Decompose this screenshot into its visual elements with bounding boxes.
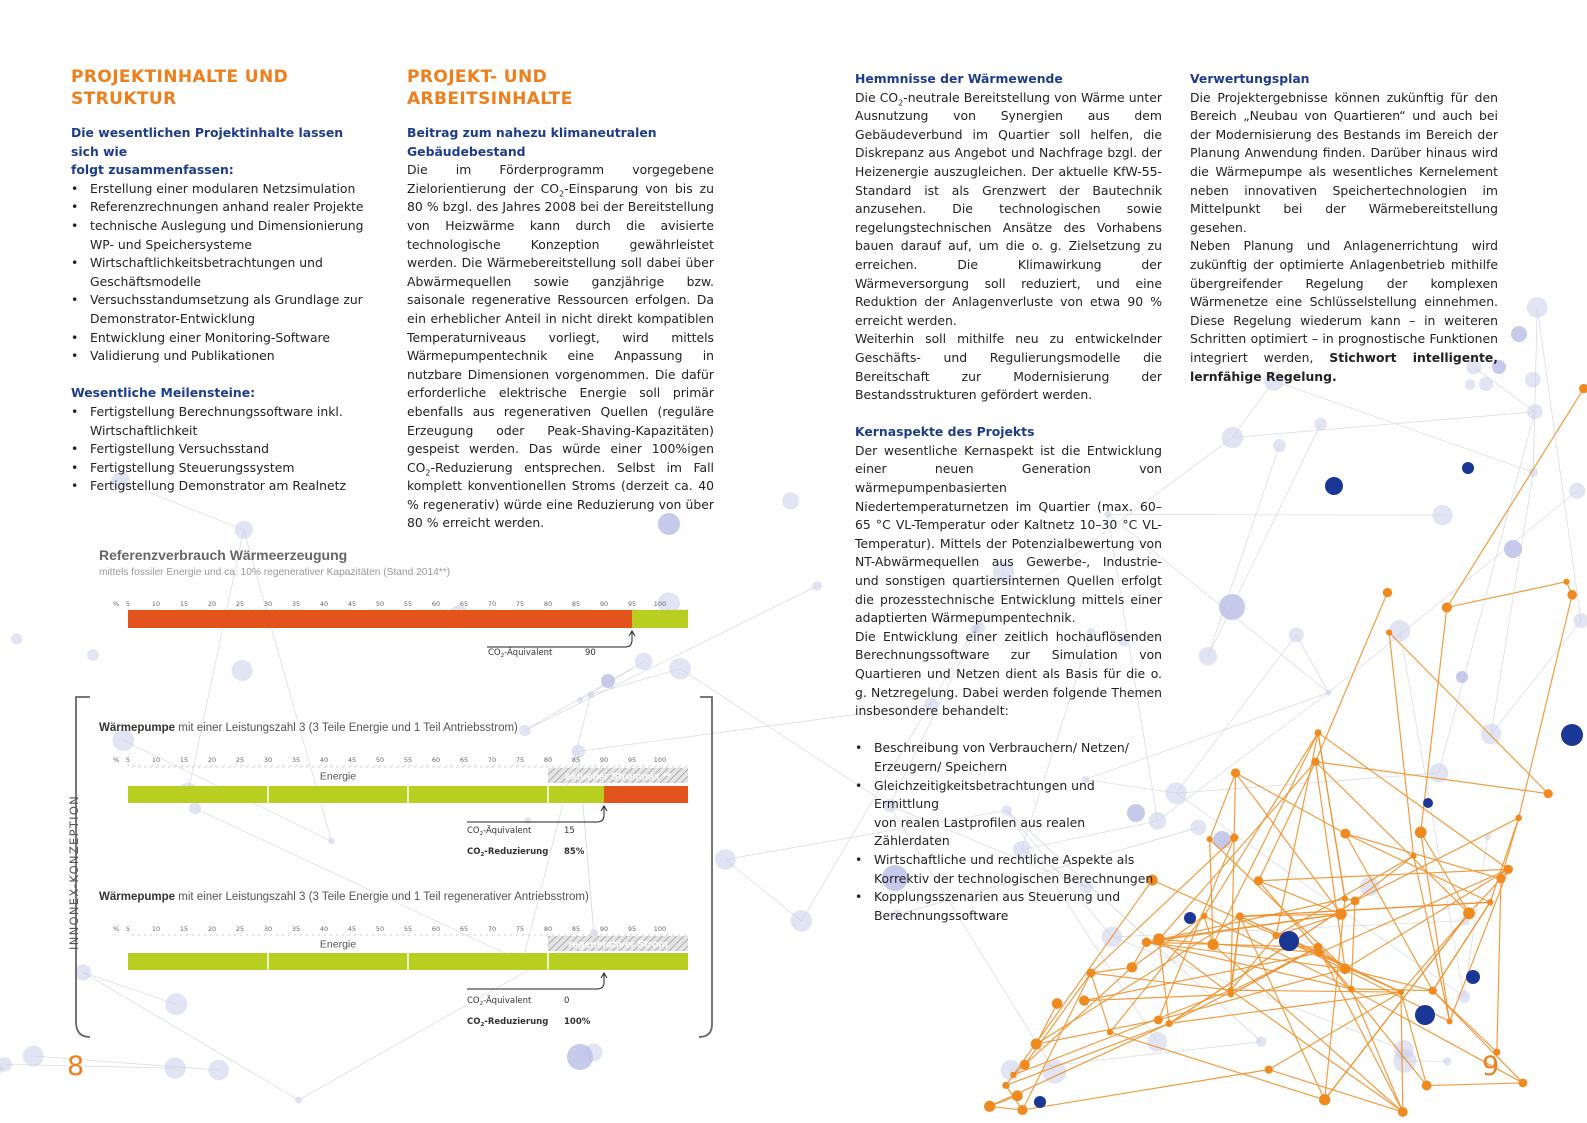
tick-label: 50 — [375, 925, 385, 933]
tick-label: 15 — [179, 600, 189, 608]
tick-label: 95 — [627, 925, 637, 933]
tick-label: 70 — [487, 600, 497, 608]
projektinhalte-list — [71, 180, 371, 366]
tick-label: 55 — [403, 600, 413, 608]
tick-label: 20 — [207, 600, 217, 608]
annotation-label: $CO_2$-Reduzierung — [467, 847, 549, 858]
chart-3 — [99, 891, 688, 1028]
tick-label: % — [113, 925, 120, 933]
chart-title: Wärmepumpe mit einer Leistungszahl 3 (3 Teile Energie und 1 Teil Antriebsstrom) — [99, 722, 518, 734]
chart-1 — [99, 547, 688, 659]
tick-label: % — [113, 756, 120, 764]
chart-title: Referenzverbrauch Wärmeerzeugung — [99, 547, 348, 563]
annotation-label: $CO_2$-Äquivalent — [488, 648, 553, 659]
tick-label: 45 — [347, 600, 357, 608]
hemmnisse-paragraph: Die $CO_2$-neutrale Bereitstellung von Wärme unter Ausnutzung von Synergien aus dem Gebäudeverbund im Quartier soll helfen, die Diskrepanz aus Angebot und Nachfrage bzgl. der Heizenergie auszugleichen. Der aktuelle KfW-55-Standard ist als Grenzwert der Bautechnik anzusehen. Die technologischen sowie regelungstechnischen Ansätze des Vorhabens bauen darauf auf, um die o. g. Zielsetzung zu erreichen. Die Klimawirkung der Wärmeversorgung soll reduziert, und eine Reduktion der Anlagenverluste von etwa 90 % erreicht werden. — [855, 89, 1162, 328]
kernaspekte-paragraph: Der wesentliche Kernaspekt ist die Entwicklung einer neuen Generation von wärmepumpenbasierten Niedertemperaturnetzen im Quartier (max. 60–65 °C VL-Temperatur oder Kaltnetz 10–30 °C VL-Temperatur). Mittels der Potenzialbewertung von NT-Abwärmequellen aus Gewerbe-, Industrie- und sonstigen quartiersinternen Quellen erfolgt die prozesstechnische Entwicklung mittels einer adaptierten Wärmepumpentechnik. — [855, 442, 1162, 626]
tick-label: 65 — [459, 756, 469, 764]
tick-label: 15 — [179, 756, 189, 764]
tick-label: 50 — [375, 600, 385, 608]
list-item: • Entwicklung einer Monitoring-Software — [90, 329, 371, 348]
list-item: • Beschreibung von Verbrauchern/ Netzen/ Erzeugern/ Speichern — [874, 739, 1162, 776]
tick-label: 65 — [459, 600, 469, 608]
tick-label: 35 — [291, 925, 301, 933]
chart-bracket — [76, 697, 712, 1037]
tick-label: 95 — [627, 756, 637, 764]
band-label: Energie — [319, 770, 357, 783]
column-hemmnisse — [855, 70, 1162, 925]
annotation-value: 0 — [564, 996, 570, 1006]
tick-label: 20 — [207, 756, 217, 764]
milestones-heading: Wesentliche Meilensteine: — [71, 385, 256, 401]
tick-label: 45 — [347, 756, 357, 764]
band-label: regenerativer Strom — [568, 938, 668, 951]
tick-label: 85 — [571, 600, 581, 608]
annotation-value: 85% — [564, 847, 585, 857]
tick-guide-area — [128, 765, 688, 768]
milestones-list — [71, 403, 371, 496]
page-number-left: 8 — [67, 1051, 85, 1082]
tick-label: 30 — [263, 600, 273, 608]
bar-segment — [632, 610, 688, 628]
tick-label: 25 — [235, 925, 245, 933]
column-arbeitsinhalte — [407, 66, 714, 533]
tick-label: 25 — [235, 600, 245, 608]
tick-label: 40 — [319, 756, 329, 764]
tick-label: 90 — [599, 925, 609, 933]
arbeitsinhalte-body: Die im Förderprogramm vorgegebene Zielorientierung der $CO_2$-Einsparung von bis zu 80 % bzgl. des Jahres 2008 bei der Bereitstellung von Heizwärme kann durch die avisierte technologische Konzeption gewährleistet werden. Die Wärmebereitstellung soll dabei über Abwärmequellen sowie ganzjährige bzw. saisonale regenerative Ressourcen erfolgen. Da ein erheblicher Anteil in nicht direkt kompatiblen Temperaturniveaus vorliegt, wird mittels Wärmepumpentechnik eine Anpassung in nutzbare Dimensionen vorgenommen. Die dafür erforderliche elektrische Energie soll primär ebenfalls aus regenerativen Quellen (reguläre Erzeugung oder Peak-Shaving-Kapazitäten) gespeist werden. Das würde einer 100%igen $CO_2$-Reduzierung entsprechen. Selbst im Fall komplett konventionellen Stroms (derzeit ca. 40 % regenerativ) würde eine Reduzierung von über 80 % erreicht werden. — [407, 162, 714, 531]
tick-label: 5 — [125, 600, 131, 608]
tick-label: 40 — [319, 600, 329, 608]
tick-guide-area — [128, 609, 688, 610]
verwertung-paragraph-2: Neben Planung und Anlagenerrichtung wird zukünftig der optimierte Anlagenbetrieb mithilfe übergreifender Regelung der komplexen Wärmenetze eine Schlüsselstellung einnehmen. Diese Regelung wiederum kann – in weiteren Schritten optimiert – in prognostische Funktionen integriert werden, Stichwort intelligente, lernfähige Regelung. — [1190, 238, 1498, 384]
bar-segment — [128, 610, 632, 628]
tick-label: 95 — [627, 600, 637, 608]
tick-label: 75 — [515, 756, 525, 764]
column-verwertungsplan — [1190, 70, 1498, 386]
list-item: • Gleichzeitigkeitsbetrachtungen und Ermittlung von realen Lastprofilen aus realen Zählerdaten — [874, 777, 1162, 851]
list-item: • Wirtschaftliche und rechtliche Aspekte als Korrektiv der technologischen Berechnungen — [874, 851, 1162, 888]
tick-label: 55 — [403, 756, 413, 764]
tick-label: 80 — [543, 756, 553, 764]
list-item: • Fertigstellung Versuchsstand — [90, 440, 371, 459]
annotation-label: $CO_2$-Äquivalent — [467, 826, 532, 837]
tick-label: 50 — [375, 756, 385, 764]
tick-label: 65 — [459, 925, 469, 933]
chart-subtitle: mittels fossiler Energie und ca. 10% regenerativer Kapazitäten (Stand 2014**) — [99, 567, 451, 578]
sidebar-label — [66, 785, 82, 950]
tick-label: 100 — [653, 756, 667, 764]
column-projektinhalte — [71, 66, 371, 496]
list-item: • Wirtschaftlichkeitsbetrachtungen und Geschäftsmodelle — [90, 254, 371, 291]
tick-label: 60 — [431, 925, 441, 933]
list-item: • Versuchsstandumsetzung als Grundlage zur Demonstrator-Entwicklung — [90, 291, 371, 328]
bar-segment — [604, 786, 688, 803]
sidebar-label-text: INNONEX-KONZEPTION — [67, 794, 81, 950]
tick-label: 5 — [125, 756, 131, 764]
tick-label: 100 — [653, 925, 667, 933]
heading-projektinhalte: PROJEKTINHALTE UND STRUKTUR — [71, 67, 289, 109]
annotation-label: $CO_2$-Äquivalent — [467, 996, 532, 1007]
tick-label: 40 — [319, 925, 329, 933]
tick-guide-area — [128, 934, 688, 936]
tick-label: 90 — [599, 600, 609, 608]
heading-hemmnisse: Hemmnisse der Wärmewende — [855, 71, 1063, 86]
list-item: • Fertigstellung Berechnungssoftware inkl. Wirtschaftlichkeit — [90, 403, 371, 440]
tick-label: 75 — [515, 600, 525, 608]
stichwort-bold: Stichwort intelligente, lernfähige Regelung. — [1190, 349, 1498, 384]
tick-label: 15 — [179, 925, 189, 933]
tick-label: 75 — [515, 925, 525, 933]
tick-label: 10 — [151, 925, 161, 933]
band-label: Energie — [319, 938, 357, 951]
annotation-value: 90 — [585, 648, 596, 658]
annotation-label: $CO_2$-Reduzierung — [467, 1017, 549, 1028]
tick-label: 25 — [235, 756, 245, 764]
list-item: • Fertigstellung Demonstrator am Realnetz — [90, 477, 371, 496]
heading-kernaspekte: Kernaspekte des Projekts — [855, 424, 1035, 440]
modernisierung-paragraph: Weiterhin soll mithilfe neu zu entwickelnder Geschäfts- und Regulierungsmodelle die Bereitschaft zur Modernisierung der Bestandsstrukturen gefördert werden. — [855, 331, 1162, 403]
tick-label: 20 — [207, 925, 217, 933]
tick-label: 10 — [151, 600, 161, 608]
list-item: • Kopplungsszenarien aus Steuerung und Berechnungssoftware — [874, 888, 1162, 925]
tick-label: 30 — [263, 756, 273, 764]
tick-label: 35 — [291, 756, 301, 764]
tick-label: 90 — [599, 756, 609, 764]
list-item: • technische Auslegung und Dimensionierung WP- und Speichersysteme — [90, 217, 371, 254]
tick-label: 45 — [347, 925, 357, 933]
intro-text: Die wesentlichen Projektinhalte lassen sich wie folgt zusammenfassen: — [71, 125, 344, 178]
software-paragraph: Die Entwicklung einer zeitlich hochauflösenden Berechnungssoftware zur Simulation von Quartieren und Netzen dient als Basis für die o. g. Netzregelung. Dabei werden folgende Themen insbesondere behandelt: — [855, 628, 1162, 719]
tick-label: 85 — [571, 925, 581, 933]
list-item: • Referenzrechnungen anhand realer Projekte — [90, 198, 371, 217]
chart-2 — [99, 722, 688, 858]
page-number-right: 9 — [1482, 1051, 1500, 1082]
tick-label: 60 — [431, 756, 441, 764]
list-item: • Fertigstellung Steuerungssystem — [90, 459, 371, 478]
bar-segment — [128, 786, 604, 803]
heading-arbeitsinhalte: PROJEKT- UND ARBEITSINHALTE — [407, 67, 573, 109]
heading-verwertungsplan: Verwertungsplan — [1190, 71, 1310, 86]
tick-label: 35 — [291, 600, 301, 608]
tick-label: 80 — [543, 925, 553, 933]
tick-label: 100 — [653, 600, 667, 608]
list-item: • Erstellung einer modularen Netzsimulation — [90, 180, 371, 199]
annotation-value: 100% — [564, 1017, 591, 1027]
verwertung-paragraph-1: Die Projektergebnisse können zukünftig für den Bereich „Neubau von Quartieren“ und auch bei der Modernisierung des Bestands im Bereich der Planung Anwendung finden. Darüber hinaus wird die Wärmepumpe als wesentliches Kernelement neben innovativen Speichertechnologien im Mittelpunkt bei der Wärmebereitstellung gesehen. — [1190, 89, 1498, 235]
tick-label: 10 — [151, 756, 161, 764]
subheading-gebaeudebestand: Beitrag zum nahezu klimaneutralen Gebäudebestand — [407, 125, 657, 159]
tick-label: 70 — [487, 925, 497, 933]
band-label: aktueller Strommix ** — [565, 770, 671, 783]
tick-label: 5 — [125, 925, 131, 933]
themen-list — [855, 739, 1162, 925]
chart-area — [0, 540, 760, 1060]
tick-label: 80 — [543, 600, 553, 608]
tick-label: 60 — [431, 600, 441, 608]
chart-title: Wärmepumpe mit einer Leistungszahl 3 (3 Teile Energie und 1 Teil regenerativer Antriebsstrom) — [99, 891, 589, 903]
list-item: • Validierung und Publikationen — [90, 347, 371, 366]
annotation-value: 15 — [564, 826, 575, 836]
tick-label: % — [113, 600, 120, 608]
tick-label: 30 — [263, 925, 273, 933]
tick-label: 85 — [571, 756, 581, 764]
tick-label: 55 — [403, 925, 413, 933]
tick-label: 70 — [487, 756, 497, 764]
